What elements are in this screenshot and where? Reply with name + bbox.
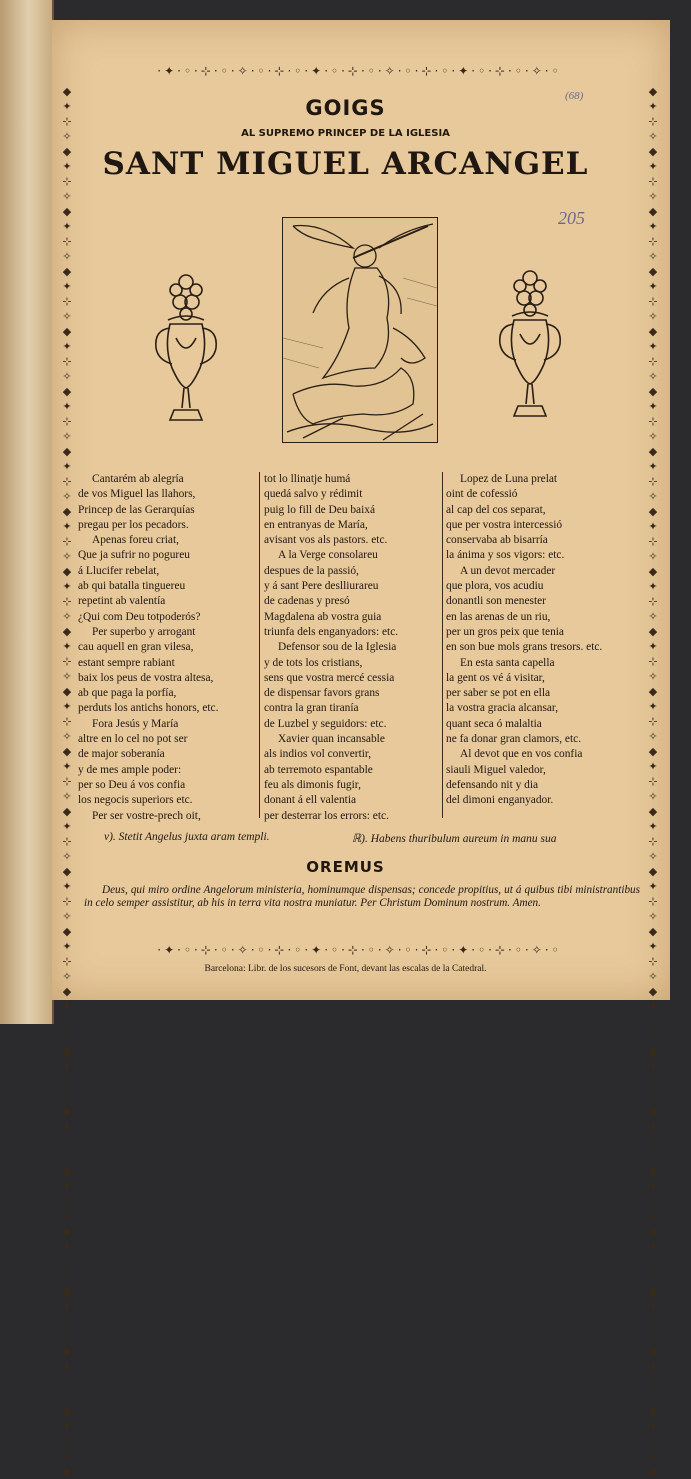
verse-line: ne fa donar gran clamors, etc. xyxy=(446,733,582,746)
verse-line: A un devot mercader xyxy=(460,564,556,577)
verse-line: quedá salvo y rédimit xyxy=(264,488,363,501)
verse-column-3 xyxy=(446,472,646,809)
verse-line: ab qui batalla tinguereu xyxy=(78,580,186,593)
verse-line: tot lo llinatje humá xyxy=(264,473,351,485)
verse-line: Magdalena ab vostra guia xyxy=(264,610,382,623)
verse-line: la ánima y sos vigors: etc. xyxy=(446,549,565,562)
verse-line: despues de la passió, xyxy=(264,564,359,577)
verse-line: siauli Miguel valedor, xyxy=(446,763,546,776)
verse-line: al cap del cos separat, xyxy=(446,503,546,516)
verse-line: quant seca ó malaltia xyxy=(446,717,542,730)
column-divider xyxy=(259,472,260,818)
verse-line: als indios vol convertir, xyxy=(264,748,372,761)
verse-line: contra la gran tiranía xyxy=(264,702,359,715)
bottom-ornament-border xyxy=(60,943,659,957)
flower-vase-illustration-left xyxy=(150,268,222,428)
verse-line: de dispensar favors grans xyxy=(264,687,380,700)
verse-line: Al devot que en vos confia xyxy=(460,748,583,761)
verse-line: feu als dimonis fugir, xyxy=(264,778,361,791)
verse-line: los negocis superiors etc. xyxy=(78,794,193,807)
verse-line: per so Deu á vos confia xyxy=(78,778,186,791)
verse-line: per un gros peix que tenia xyxy=(446,625,564,638)
verse-line: Defensor sou de la Iglesia xyxy=(278,641,397,654)
verse-line: pregau per los pecadors. xyxy=(78,518,189,531)
saint-michael-engraving xyxy=(282,217,438,443)
ornament-column: ◆✦⊹✧◆✦⊹✧◆✦⊹✧◆✦⊹✧◆✦⊹✧◆✦⊹✧◆✦⊹✧◆✦⊹✧◆✦⊹✧◆✦⊹✧◆✦⊹✧◆✦⊹✧◆✦⊹✧◆✦⊹✧◆✦⊹✧◆✦⊹✧◆✦⊹✧◆✦⊹✧◆✦⊹✧◆✦⊹✧◆✦⊹✧◆✦⊹✧◆✦⊹✧◆ xyxy=(62,85,72,1478)
saint-name-title: SANT MIGUEL ARCANGEL xyxy=(102,146,589,182)
verse-line: donant á ell valentia xyxy=(264,794,357,807)
verse-line: donantli son menester xyxy=(446,595,546,608)
oremus-prayer: Deus, qui miro ordine Angelorum ministeria, hominumque dispensas; concede propitius, ut á quibus tibi ministrantibus in celo semper assistitur, ab his in terra vita nostra muniatur. Per Christum Dominum nostrum. Amen. xyxy=(84,884,640,909)
verse-line: del dimoni enganyador. xyxy=(446,794,554,807)
right-ornament-border xyxy=(646,84,660,1478)
verse-line: per saber se pot en ella xyxy=(446,687,551,700)
verse-line: cau aquell en gran vilesa, xyxy=(78,641,194,654)
verse-line: triunfa dels enganyadors: etc. xyxy=(264,625,399,638)
verse-line: y de mes ample poder: xyxy=(78,763,182,776)
verse-line: Per ser vostre-prech oit, xyxy=(92,809,201,822)
verse-line: conservaba ab bisarría xyxy=(446,534,548,547)
verse-column-2 xyxy=(264,472,444,824)
verse-column-1 xyxy=(78,472,260,824)
column-divider xyxy=(442,472,443,818)
verse-line: Que ja sufrir no pogureu xyxy=(78,549,190,562)
verse-line: Princep de las Gerarquías xyxy=(78,503,195,516)
verse-line: y de tots los cristians, xyxy=(264,656,363,669)
verse-line: que plora, vos acudiu xyxy=(446,580,544,593)
verse-line: repetint ab valentía xyxy=(78,595,166,608)
verse-line: la vostra gracia alcansar, xyxy=(446,702,559,715)
oremus-heading: OREMUS xyxy=(306,858,385,876)
ornament-row: ·✦·◦·⊹·◦·✧·◦·⊹·◦·✦·◦·⊹·◦·✧·◦·⊹·◦·✦·◦·⊹·◦·✧·◦ xyxy=(157,64,562,78)
verse-line: En esta santa capella xyxy=(460,656,555,669)
verse-line: avisant vos als pastors. etc. xyxy=(264,534,388,547)
handwritten-catalog-number: (68) xyxy=(565,90,584,102)
verse-line: Apenas foreu criat, xyxy=(92,534,179,547)
verse-line: per desterrar los errors: etc. xyxy=(264,809,389,822)
verse-line: á Llucifer rebelat, xyxy=(78,564,160,577)
verse-line: que per vostra intercessió xyxy=(446,518,563,531)
verse-line: baix los peus de vostra altesa, xyxy=(78,671,214,684)
left-ornament-border xyxy=(60,84,74,1478)
verse-line: de vos Miguel las llahors, xyxy=(78,488,196,501)
verse-line: altre en lo cel no pot ser xyxy=(78,733,188,746)
verse-line: defensando nit y dia xyxy=(446,778,539,791)
verse-line: ab terremoto espantable xyxy=(264,763,373,776)
versicle-text: v). Stetit Angelus juxta aram templi. xyxy=(104,831,270,843)
verse-line: sens que vostra mercé cessia xyxy=(264,671,395,684)
verse-line: en son bue mols grans tresors. etc. xyxy=(446,641,603,654)
verse-line: en las arenas de un riu, xyxy=(446,610,551,623)
verse-line: estant sempre rabiant xyxy=(78,656,175,669)
document-subtitle: AL SUPREMO PRINCEP DE LA IGLESIA xyxy=(241,128,450,139)
document-title: GOIGS xyxy=(305,96,386,120)
verse-line: la gent os vé á visitar, xyxy=(446,671,545,684)
verse-line: Xavier quan incansable xyxy=(278,733,385,746)
handwritten-page-number: 205 xyxy=(558,208,585,228)
verse-line: oint de cofessió xyxy=(446,488,518,501)
verse-line: en entranyas de María, xyxy=(264,518,368,531)
verse-line: perduts los antichs honors, etc. xyxy=(78,702,219,715)
ornament-column: ◆✦⊹✧◆✦⊹✧◆✦⊹✧◆✦⊹✧◆✦⊹✧◆✦⊹✧◆✦⊹✧◆✦⊹✧◆✦⊹✧◆✦⊹✧◆✦⊹✧◆✦⊹✧◆✦⊹✧◆✦⊹✧◆✦⊹✧◆✦⊹✧◆✦⊹✧◆✦⊹✧◆✦⊹✧◆✦⊹✧◆✦⊹✧◆✦⊹✧◆✦⊹✧◆ xyxy=(648,85,658,1478)
printer-imprint: Barcelona: Libr. de los sucesors de Font, devant las escalas de la Catedral. xyxy=(204,964,487,974)
top-ornament-border xyxy=(60,64,659,78)
response-text: ℝ). Habens thuribulum aureum in manu sua xyxy=(352,833,557,845)
verse-line: ¿Qui com Deu totpoderós? xyxy=(78,610,201,623)
verse-line: ab que paga la porfía, xyxy=(78,687,177,700)
verse-line: A la Verge consolareu xyxy=(278,549,378,562)
ornament-row: ·✦·◦·⊹·◦·✧·◦·⊹·◦·✦·◦·⊹·◦·✧·◦·⊹·◦·✦·◦·⊹·◦·✧·◦ xyxy=(157,943,562,957)
verse-line: Lopez de Luna prelat xyxy=(460,473,558,485)
verse-line: de Luzbel y seguidors: etc. xyxy=(264,717,387,730)
verse-line: Fora Jesús y María xyxy=(92,717,179,730)
verse-line: Per superbo y arrogant xyxy=(92,625,196,638)
verse-line: Cantarém ab alegría xyxy=(92,473,184,485)
flower-vase-illustration-right xyxy=(494,264,566,424)
verse-line: puig lo fill de Deu baixá xyxy=(264,503,376,516)
verse-line: y á sant Pere deslliurareu xyxy=(264,580,379,593)
verse-line: de major soberanía xyxy=(78,748,165,761)
verse-line: de cadenas y presó xyxy=(264,595,350,608)
